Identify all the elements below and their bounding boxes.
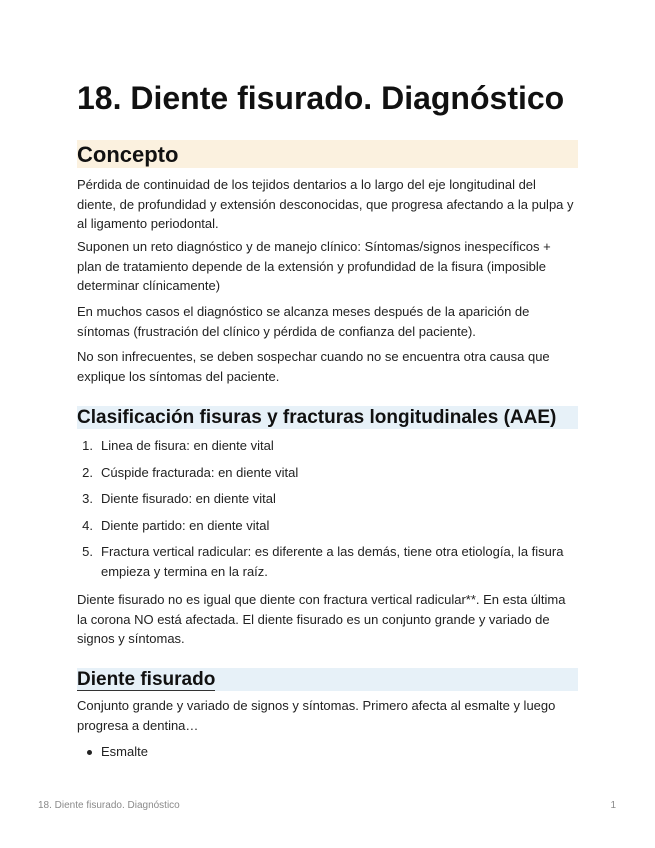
section-heading-diente-fisurado-text: Diente fisurado [77,669,216,690]
list-item-text: Linea de fisura: en diente vital [101,438,274,453]
section-heading-diente-fisurado [77,668,578,691]
list-item [77,436,578,456]
list-item-text: Cúspide fracturada: en diente vital [101,464,299,480]
diente-fisurado-bullets [77,742,578,762]
list-item-number: 5. [82,544,93,559]
page-title: 18. Diente fisurado. Diagnóstico [77,80,565,116]
list-item-text: Esmalte [101,744,148,759]
list-item [77,742,578,762]
list-item-text: Diente partido: en diente vital [101,517,270,533]
concepto-paragraph-1: Pérdida de continuidad de los tejidos dentarios a lo largo del eje longitudinal del diente, de profundidad y extensión desconocidas, que progresa afectando a la pulpa y al ligamento periodontal. [77,177,574,231]
list-item [77,516,578,536]
bullet-icon [87,750,92,755]
footer-title: 18. Diente fisurado. Diagnóstico [38,800,180,811]
list-item-number: 3. [82,491,93,506]
concepto-paragraph-2: Suponen un reto diagnóstico y de manejo clínico: Síntomas/signos inespecíficos + plan de tratamiento depende de la extensión y profundidad de la fisura (imposible determinar clínicamente) [77,239,551,293]
diente-fisurado-paragraph: Conjunto grande y variado de signos y síntomas. Primero afecta al esmalte y luego progresa a dentina… [77,698,556,733]
list-item-number: 4. [82,517,93,533]
list-item-text: Diente fisurado: en diente vital [101,491,276,506]
footer-page-number: 1 [610,800,616,811]
clasificacion-note: Diente fisurado no es igual que diente con fractura vertical radicular**. En esta última la corona NO está afectada. El diente fisurado es un conjunto grande y variado de signos y síntomas. [77,592,566,646]
list-item-number: 1. [82,438,93,453]
section-heading-concepto: Concepto [77,140,578,168]
section-heading-clasificacion: Clasificación fisuras y fracturas longitudinales (AAE) [77,406,578,429]
list-item-text: Fractura vertical radicular: es diferente a las demás, tiene otra etiología, la fisura empieza y termina en la raíz. [101,544,564,579]
clasificacion-list [77,436,578,581]
list-item-number: 2. [82,464,93,480]
list-item [77,463,578,483]
list-item [77,489,578,509]
concepto-paragraph-4: No son infrecuentes, se deben sospechar cuando no se encuentra otra causa que explique los síntomas del paciente. [77,349,550,384]
concepto-paragraph-3: En muchos casos el diagnóstico se alcanza meses después de la aparición de síntomas (frustración del clínico y pérdida de confianza del paciente). [77,304,530,339]
list-item [77,542,578,581]
